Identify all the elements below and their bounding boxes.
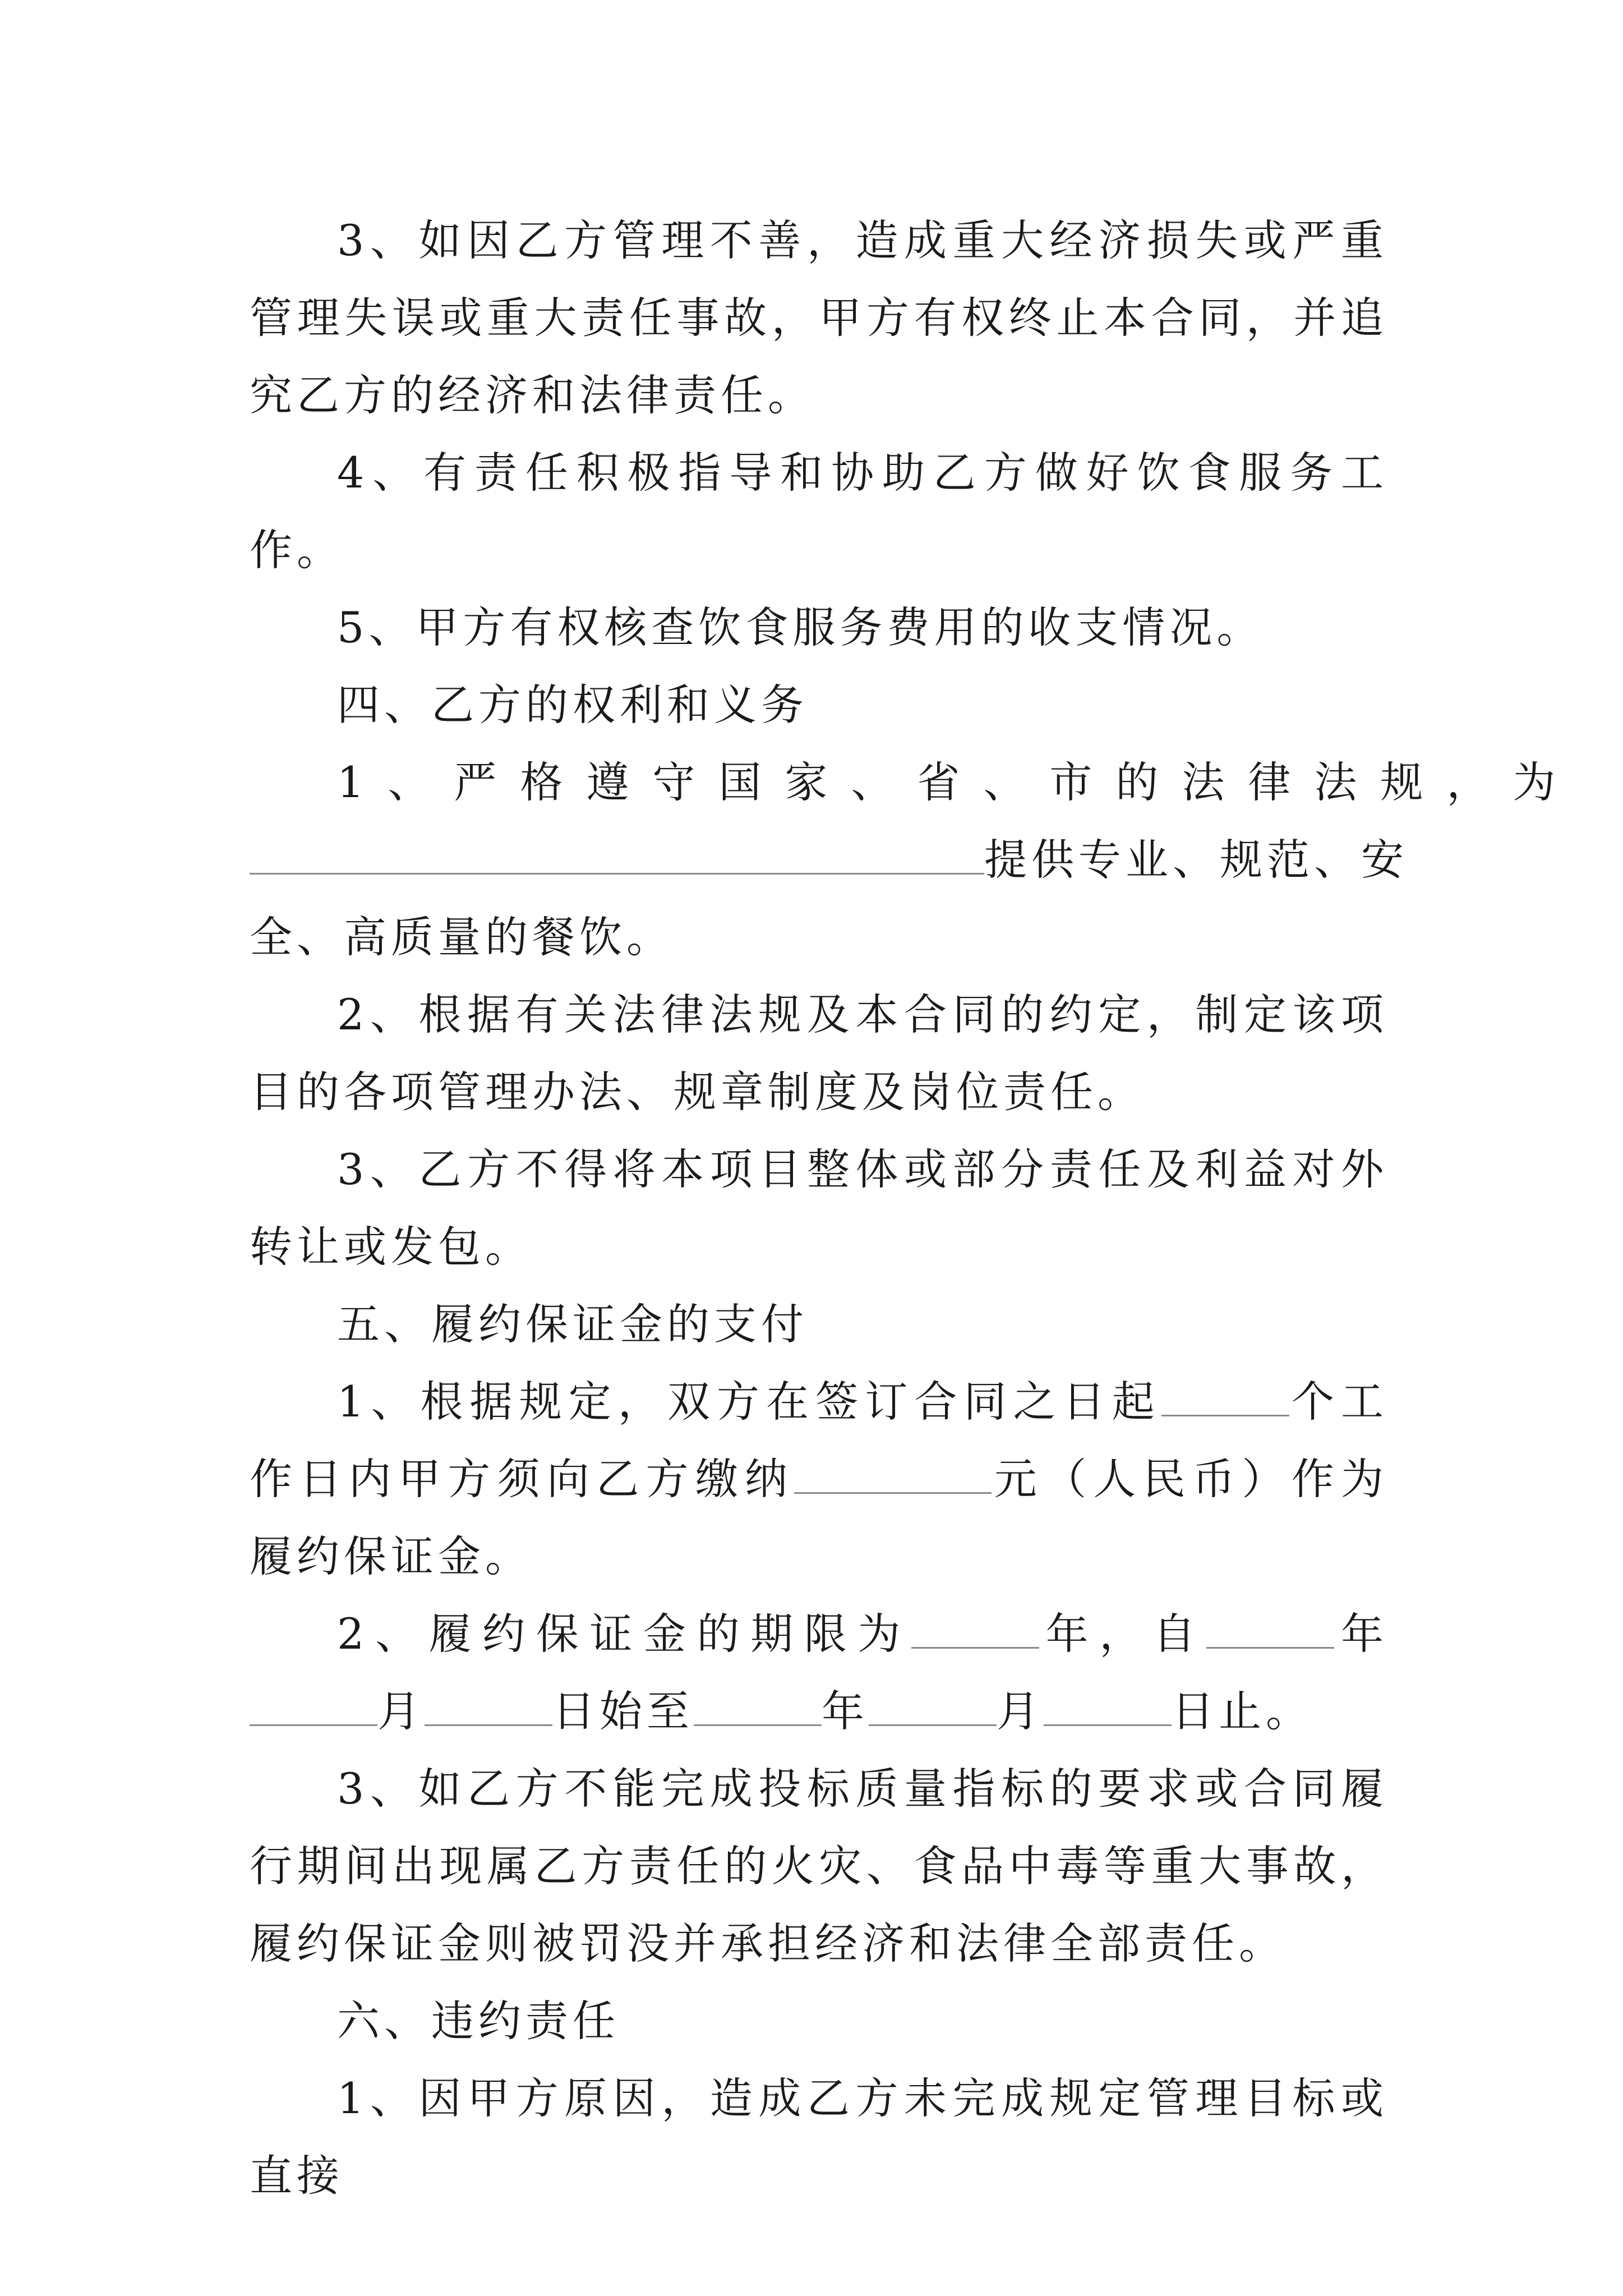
document-page <box>250 202 1579 2215</box>
paragraph-no-subcontract: 3、乙方不得将本项目整体或部分责任及利益对外转让或发包。 <box>250 1144 1388 1272</box>
section-heading-liability: 六、违约责任 <box>337 1996 620 2046</box>
bond-period-part-3: 年 <box>1334 1609 1389 1659</box>
paragraph-party-a-cause: 1、因甲方原因，造成乙方未完成规定管理目标或直接 <box>250 2073 1388 2201</box>
paragraph-guidance-duty: 4、有责任积极指导和协助乙方做好饮食服务工作。 <box>250 448 1388 575</box>
section-heading-performance-bond: 五、履约保证金的支付 <box>337 1299 808 1349</box>
comply-laws-line-1: 1、严格遵守国家、省、市的法律法规，为 <box>337 757 1579 807</box>
paragraph-audit-right: 5、甲方有权核查饮食服务费用的收支情况。 <box>337 602 1264 652</box>
start-day-blank <box>425 1685 552 1726</box>
paragraph-party-a-terminate: 3、如因乙方管理不善，造成重大经济损失或严重管理失误或重大责任事故，甲方有权终止本合同，并追究乙方的经济和法律责任。 <box>250 215 1388 420</box>
bond-period-part-7: 月 <box>997 1686 1044 1736</box>
comply-laws-line-3: 全、高质量的餐饮。 <box>250 912 674 962</box>
bond-amount-blank <box>794 1453 992 1494</box>
service-recipient-blank <box>250 834 984 875</box>
bond-payment-part-2: 个工作日内甲方须向乙方缴纳 <box>250 1377 1389 1504</box>
paragraph-bond-period <box>250 1595 1388 1750</box>
workdays-blank <box>1161 1375 1289 1416</box>
comply-laws-after-blank: 提供专业、规范、安 <box>984 835 1408 885</box>
end-month-blank <box>869 1685 997 1726</box>
section-heading-party-b-rights: 四、乙方的权利和义务 <box>337 680 808 730</box>
bond-period-part-1: 2、履约保证金的期限为 <box>337 1609 911 1659</box>
start-year-blank <box>1206 1608 1334 1649</box>
comply-laws-line-2 <box>250 821 1408 899</box>
start-month-blank <box>250 1685 377 1726</box>
paragraph-comply-laws <box>250 744 1579 976</box>
bond-period-part-2: 年，自 <box>1039 1609 1207 1659</box>
bond-payment-part-3: 元（人民币）作为履约保证金。 <box>250 1454 1389 1581</box>
bond-period-part-5: 日始至 <box>552 1686 694 1736</box>
bond-period-part-8: 日止。 <box>1172 1686 1313 1736</box>
paragraph-bond-payment <box>250 1363 1388 1595</box>
end-year-blank <box>694 1685 822 1726</box>
paragraph-management-rules: 2、根据有关法律法规及本合同的约定，制定该项目的各项管理办法、规章制度及岗位责任。 <box>250 990 1388 1117</box>
bond-payment-part-1: 1、根据规定，双方在签订合同之日起 <box>337 1377 1161 1427</box>
paragraph-bond-forfeit: 3、如乙方不能完成投标质量指标的要求或合同履行期间出现属乙方责任的火灾、食品中毒等重大事故，履约保证金则被罚没并承担经济和法律全部责任。 <box>250 1764 1388 1968</box>
bond-period-part-6: 年 <box>822 1686 869 1736</box>
bond-period-part-4: 月 <box>377 1686 425 1736</box>
period-years-blank <box>911 1608 1039 1649</box>
end-day-blank <box>1044 1685 1172 1726</box>
